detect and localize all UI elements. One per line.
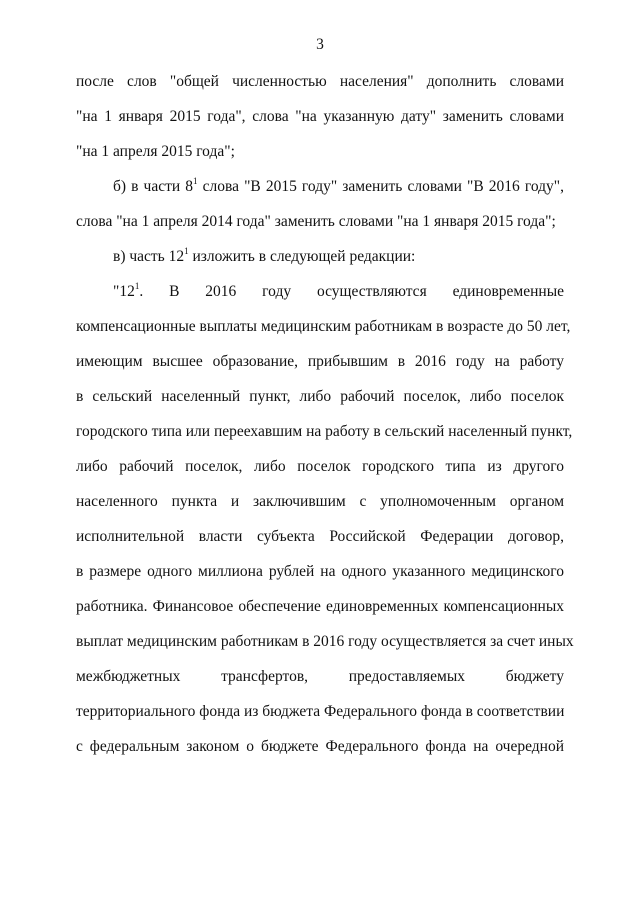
superscript: 1: [184, 246, 189, 256]
text-line: выплат медицинским работникам в 2016 году осуществляется за счет иных: [76, 633, 574, 650]
text-fragment: . В 2016 году осуществляются единовременные: [139, 283, 564, 300]
text-line: в сельский населенный пункт, либо рабочий поселок, либо поселок: [76, 388, 564, 405]
text-line: имеющим высшее образование, прибывшим в 2016 году на работу: [76, 353, 564, 370]
text-fragment: в) часть 12: [113, 248, 185, 265]
text-line: слова "на 1 апреля 2014 года" заменить словами "на 1 января 2015 года";: [76, 213, 556, 230]
text-line: компенсационные выплаты медицинским работникам в возрасте до 50 лет,: [76, 318, 571, 335]
text-line: [113, 177, 564, 197]
text-line: с федеральным законом о бюджете Федерального фонда на очередной: [76, 738, 564, 755]
text-line: исполнительной власти субъекта Российской Федерации договор,: [76, 528, 564, 545]
text-line: населенного пункта и заключившим с уполномоченным органом: [76, 493, 564, 510]
text-fragment: изложить в следующей редакции:: [188, 248, 416, 265]
text-line: "на 1 апреля 2015 года";: [76, 143, 235, 160]
text-line: "на 1 января 2015 года", слова "на указанную дату" заменить словами: [76, 108, 564, 125]
text-line: в размере одного миллиона рублей на одного указанного медицинского: [76, 563, 564, 580]
superscript: 1: [193, 176, 198, 186]
text-line: городского типа или переехавшим на работу в сельский населенный пункт,: [76, 423, 573, 440]
page-number: 3: [316, 36, 324, 53]
text-line: межбюджетных трансфертов, предоставляемых бюджету: [76, 668, 564, 685]
text-fragment: слова "В 2015 году" заменить словами "В 2016 году",: [197, 178, 564, 195]
text-line: работника. Финансовое обеспечение единовременных компенсационных: [76, 598, 564, 615]
text-fragment: б) в части 8: [113, 178, 194, 195]
text-line: территориального фонда из бюджета Федерального фонда в соответствии: [76, 703, 565, 720]
text-line: либо рабочий поселок, либо поселок городского типа из другого: [76, 458, 564, 475]
superscript: 1: [134, 281, 140, 291]
text-line: [113, 247, 564, 267]
text-line: [113, 282, 564, 302]
text-fragment: "12: [113, 283, 135, 300]
text-line: после слов "общей численностью населения" дополнить словами: [76, 73, 564, 90]
